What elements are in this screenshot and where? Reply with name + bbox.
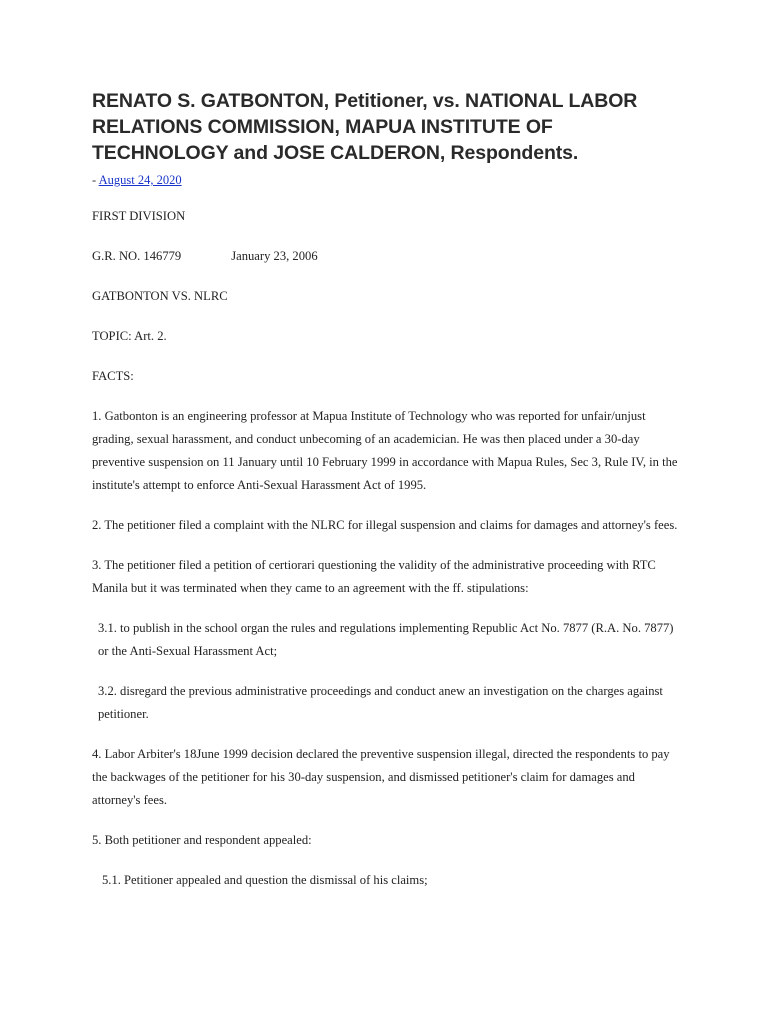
date-link[interactable]: August 24, 2020 (98, 173, 182, 187)
document-title: RENATO S. GATBONTON, Petitioner, vs. NATIONAL LABOR RELATIONS COMMISSION, MAPUA INSTITUTE OF TECHNOLOGY and JOSE CALDERON, Respondents. (92, 90, 638, 164)
meta-prefix: - (92, 173, 99, 187)
post-meta (92, 172, 682, 188)
gr-number: G.R. NO. 146779 (92, 249, 182, 263)
fact-subparagraph-3-1: 3.1. to publish in the school organ the rules and regulations implementing Republic Act No. 7877 (R.A. No. 7877) or the Anti-Sexual Harassment Act; (98, 621, 674, 658)
facts-heading: FACTS: (92, 369, 134, 383)
fact-subparagraph-3-2: 3.2. disregard the previous administrative proceedings and conduct anew an investigation on the charges against petitioner. (98, 684, 663, 721)
topic-line: TOPIC: Art. 2. (92, 329, 167, 343)
fact-paragraph-1: 1. Gatbonton is an engineering professor at Mapua Institute of Technology who was reported for unfair/unjust grading, sexual harassment, and conduct unbecoming of an academician. He was then placed under a 30-day preventive suspension on 11 January until 10 February 1999 in accordance with Mapua Rules, Sec 3, Rule IV, in the institute's attempt to enforce Anti-Sexual Harassment Act of 1995. (92, 409, 678, 492)
fact-subparagraph-5-1: 5.1. Petitioner appealed and question the dismissal of his claims; (102, 873, 428, 887)
fact-paragraph-3: 3. The petitioner filed a petition of certiorari questioning the validity of the administrative proceeding with RTC Manila but it was terminated when they came to an agreement with the ff. stipulations: (92, 558, 656, 595)
gr-date: January 23, 2006 (231, 249, 318, 263)
fact-paragraph-2: 2. The petitioner filed a complaint with the NLRC for illegal suspension and claims for damages and attorney's fees. (92, 518, 678, 532)
document-page (92, 88, 682, 892)
case-short-title: GATBONTON VS. NLRC (92, 289, 228, 303)
fact-paragraph-5: 5. Both petitioner and respondent appealed: (92, 833, 312, 847)
gr-line (92, 245, 682, 268)
fact-paragraph-4: 4. Labor Arbiter's 18June 1999 decision declared the preventive suspension illegal, directed the respondents to pay the backwages of the petitioner for his 30-day suspension, and dismissed petitioner's claim for damages and attorney's fees. (92, 747, 670, 807)
division-line: FIRST DIVISION (92, 209, 186, 223)
